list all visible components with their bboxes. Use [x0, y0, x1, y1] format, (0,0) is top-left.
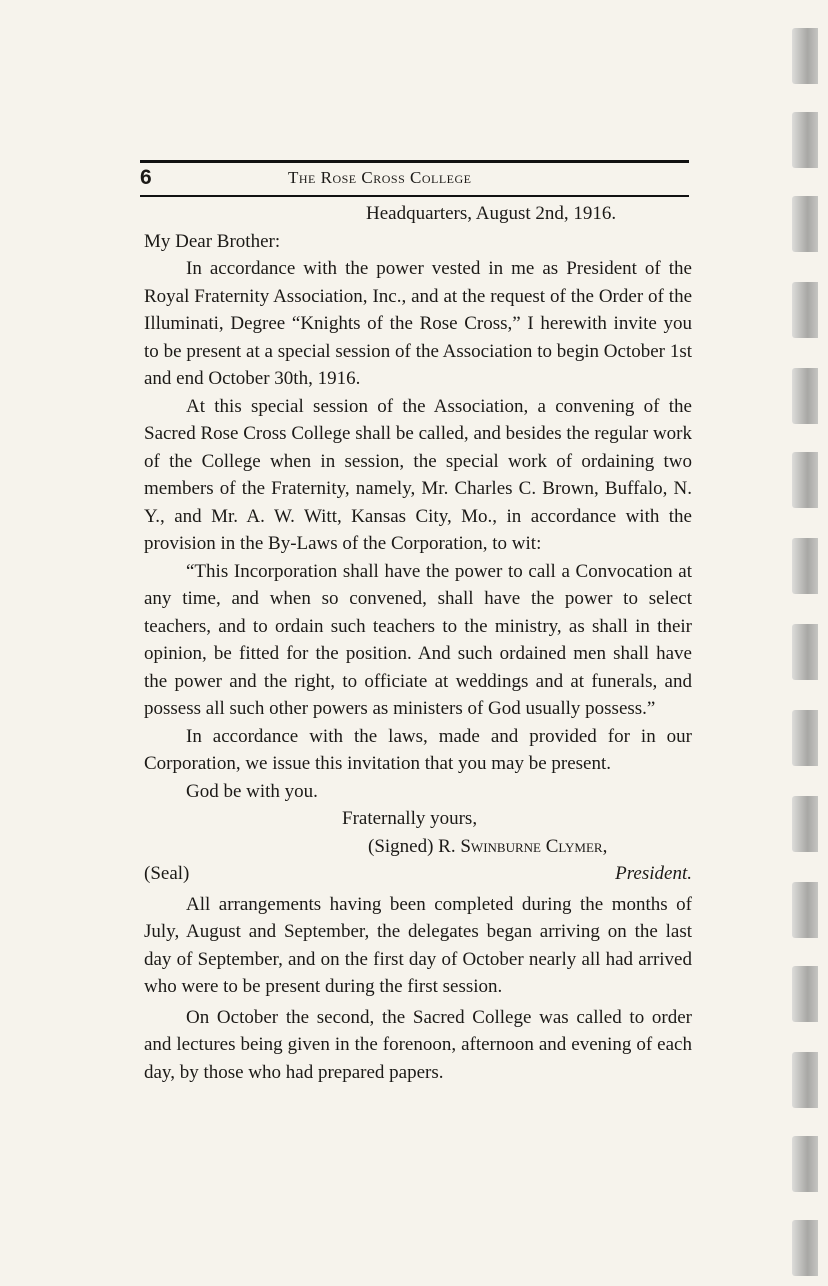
narrative-paragraph: On October the second, the Sacred College was called to order and lectures being given in the forenoon, afternoon and evening of each day, by those who had prepared papers. — [144, 1006, 692, 1083]
letter-dateline: Headquarters, August 2nd, 1916. — [366, 203, 617, 224]
letter-closing: Fraternally yours, — [342, 808, 478, 829]
edge-tab — [792, 966, 818, 1022]
edge-tab — [792, 538, 818, 594]
letter-paragraph: In accordance with the power vested in me as President of the Royal Fraternity Association, Inc., and at the request of the Order of the Illuminati, Degree “Knights of the Rose Cross,” I herewith invite you to be present at a special session of the Association to begin October 1st and end October 30th, 1916. — [144, 258, 692, 389]
edge-tab — [792, 624, 818, 680]
page-edge-thumb-tabs — [768, 0, 828, 1286]
edge-tab — [792, 368, 818, 424]
seal-line — [144, 860, 692, 888]
page-body — [144, 200, 692, 1086]
running-title: The Rose Cross College — [288, 168, 472, 187]
signature-prefix: (Signed) R. — [368, 835, 456, 857]
signer-title: President. — [615, 863, 692, 884]
edge-tab — [792, 112, 818, 168]
edge-tab — [792, 1052, 818, 1108]
letter-salutation: My Dear Brother: — [144, 230, 281, 252]
letter-paragraph: In accordance with the laws, made and provided for in our Corporation, we issue this invitation that you may be present. — [144, 725, 692, 774]
edge-tab — [792, 710, 818, 766]
bylaws-quotation: “This Incorporation shall have the power to call a Convocation at any time, and when so convened, shall have the power to select teachers, and to ordain such teachers to the ministry, as shall in their opinion, be fitted for the position. And such ordained men shall have the power and the right, to officiate at weddings and at funerals, and possess all such other powers as ministers of God usually possess.” — [144, 560, 692, 719]
edge-tab — [792, 282, 818, 338]
narrative-paragraph: All arrangements having been completed during the months of July, August and September, the delegates began arriving on the last day of September, and on the first day of October nearly all had arrived who were to be present during the first session. — [144, 893, 692, 997]
letter-paragraph: At this special session of the Association, a convening of the Sacred Rose Cross College shall be called, and besides the regular work of the College when in session, the special work of ordaining two members of the Fraternity, namely, Mr. Charles C. Brown, Buffalo, N. Y., and Mr. A. W. Witt, Kansas City, Mo., in accordance with the provision in the By-Laws of the Corporation, to wit: — [144, 395, 692, 554]
edge-tab — [792, 196, 818, 252]
seal-label: (Seal) — [144, 863, 190, 884]
edge-tab — [792, 452, 818, 508]
edge-tab — [792, 1220, 818, 1276]
signer-name: Swinburne Clymer, — [460, 835, 608, 857]
letter-signature — [144, 833, 692, 861]
page-number: 6 — [140, 166, 152, 189]
edge-tab — [792, 882, 818, 938]
edge-tab — [792, 28, 818, 84]
edge-tab — [792, 796, 818, 852]
edge-tab — [792, 1136, 818, 1192]
letter-blessing: God be with you. — [186, 780, 318, 802]
running-header — [140, 160, 689, 197]
